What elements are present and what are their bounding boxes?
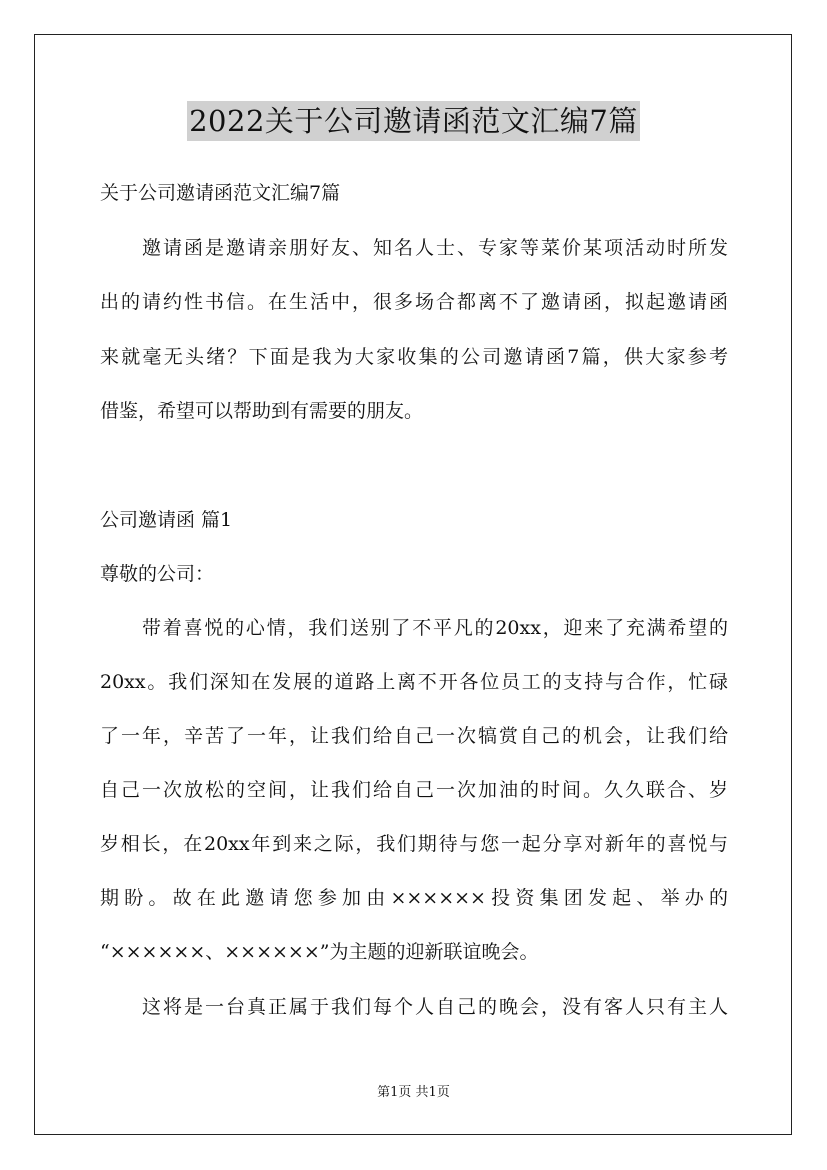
body-line-5: 岁相长，在20xx年到来之际，我们期待与您一起分享对新年的喜悦与 [100, 833, 728, 855]
body-line-6: 期盼。故在此邀请您参加由××××××投资集团发起、举办的 [100, 887, 728, 909]
salutation: 尊敬的公司： [100, 563, 215, 585]
intro-line-2: 出的请约性书信。在生活中，很多场合都离不了邀请函，拟起邀请函 [100, 291, 728, 313]
body-line-2: 20xx。我们深知在发展的道路上离不开各位员工的支持与合作，忙碌 [100, 671, 728, 693]
body-line-4: 自己一次放松的空间，让我们给自己一次加油的时间。久久联合、岁 [100, 779, 728, 801]
intro-line-4: 借鉴，希望可以帮助到有需要的朋友。 [100, 400, 424, 422]
intro-line-3: 来就毫无头绪？下面是我为大家收集的公司邀请函7篇，供大家参考 [100, 346, 728, 368]
document-subtitle: 关于公司邀请函范文汇编7篇 [100, 182, 341, 204]
title-container [0, 101, 827, 141]
section-heading: 公司邀请函 篇1 [100, 509, 233, 531]
intro-line-1: 邀请函是邀请亲朋好友、知名人士、专家等菜价某项活动时所发 [142, 237, 728, 259]
body-line-7: “××××××、××××××”为主题的迎新联谊晚会。 [100, 941, 539, 963]
body-line-1: 带着喜悦的心情，我们送别了不平凡的20xx，迎来了充满希望的 [142, 617, 728, 639]
document-title: 2022关于公司邀请函范文汇编7篇 [187, 101, 640, 141]
body-line-3: 了一年，辛苦了一年，让我们给自己一次犒赏自己的机会，让我们给 [100, 725, 728, 747]
page-footer: 第1页 共1页 [377, 1085, 450, 1100]
body-line-8: 这将是一台真正属于我们每个人自己的晚会，没有客人只有主人 [142, 996, 728, 1018]
